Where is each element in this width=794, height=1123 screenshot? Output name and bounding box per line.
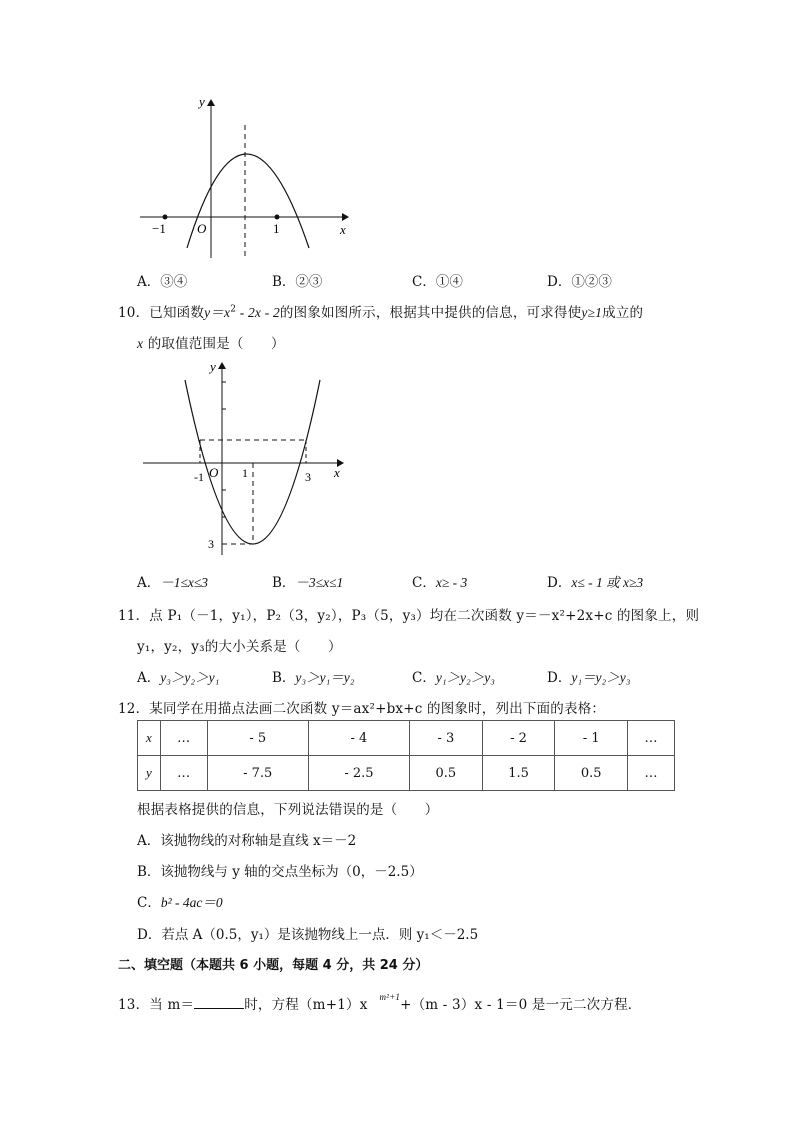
q10-tick-1: 1 — [242, 466, 248, 480]
q12-option-c[interactable]: C．b² - 4ac＝0 — [137, 895, 223, 911]
q12-option-b[interactable]: B．该抛物线与 y 轴的交点坐标为（0，－2.5） — [137, 864, 423, 880]
q12-table-row-x — [138, 721, 675, 756]
q13-stem: 13．当 m＝ 时，方程$(m+1)x^{m^2+1}+(m - 3)x - 1=0$ 是一元二次方程． — [118, 991, 642, 1013]
table-cell: - 3 — [410, 721, 483, 756]
q12-value-table — [137, 720, 675, 791]
q10-x-label: x — [334, 465, 340, 480]
table-cell: x — [138, 721, 161, 756]
q13-answer-blank[interactable] — [194, 996, 244, 1009]
q10-option-b[interactable]: B．－3≤x≤1 — [272, 575, 344, 591]
table-cell: - 4 — [308, 721, 409, 756]
q11-option-d[interactable]: D．y₁＝y₂＞y₃ — [547, 670, 631, 686]
q10-tick-neg1: -1 — [194, 470, 204, 484]
q12-stem-line1: 12．某同学在用描点法画二次函数 y＝ax²+bx+c 的图象时，列出下面的表格： — [118, 701, 606, 717]
q10-y-tick-3: 3 — [208, 537, 214, 551]
table-cell: - 5 — [207, 721, 308, 756]
q10-option-c[interactable]: C．x≥ - 3 — [412, 575, 468, 591]
q11-option-c[interactable]: C．y₁＞y₂＞y₃ — [412, 670, 495, 686]
q11-option-b[interactable]: B．y₃＞y₁＝y₂ — [272, 670, 355, 686]
table-cell: 0.5 — [410, 756, 483, 791]
q10-graph — [138, 355, 353, 560]
q12-stem-line2: 根据表格提供的信息，下列说法错误的是（ ） — [137, 802, 439, 818]
section-2-title: 二、填空题（本题共 6 小题，每题 4 分，共 24 分） — [118, 958, 429, 973]
q9-x-label: x — [340, 222, 346, 237]
q9-option-c[interactable]: C．①④ — [412, 274, 463, 290]
q11-stem-line1: 11．点 P₁（－1，y₁），P₂（3，y₂），P₃（5，y₃）均在二次函数 y＝－x²+2x+c 的图象上，则 — [118, 608, 700, 624]
q10-stem-line2: x 的取值范围是（ ） — [137, 336, 285, 352]
table-cell: y — [138, 756, 161, 791]
q12-option-a[interactable]: A．该抛物线的对称轴是直线 x＝－2 — [137, 833, 357, 849]
table-cell: - 7.5 — [207, 756, 308, 791]
q9-option-b[interactable]: B．②③ — [272, 274, 323, 290]
q12-option-d[interactable]: D．若点 A（0.5，y₁）是该抛物线上一点．则 y₁＜－2.5 — [137, 927, 479, 943]
q9-point-1 — [275, 215, 280, 220]
q11-option-a[interactable]: A．y₃＞y₂＞y₁ — [137, 670, 220, 686]
table-cell: 1.5 — [482, 756, 555, 791]
q12-table-row-y — [138, 756, 675, 791]
table-cell: … — [628, 721, 675, 756]
table-cell: - 2 — [482, 721, 555, 756]
table-cell: … — [160, 721, 207, 756]
q9-graph — [130, 90, 360, 265]
table-cell: … — [628, 756, 675, 791]
q9-tick-neg1: −1 — [152, 221, 166, 236]
table-cell: - 2.5 — [308, 756, 409, 791]
q10-option-d[interactable]: D．x≤ - 1 或 x≥3 — [547, 575, 644, 591]
q9-y-label: y — [199, 94, 205, 109]
q11-stem-line2: y₁，y₂，y₃的大小关系是（ ） — [137, 639, 342, 655]
table-cell: - 1 — [555, 721, 628, 756]
q10-option-a[interactable]: A．－1≤x≤3 — [137, 575, 209, 591]
q10-origin-label: O — [209, 465, 219, 480]
q10-tick-3: 3 — [305, 470, 311, 484]
q10-stem-line1: 10．已知函数$y=x^2 - 2x - 2$的图象如图所示，根据其中提供的信息，可求得使y≥1成立的 — [118, 304, 644, 321]
q9-origin-label: O — [197, 221, 207, 236]
table-cell: 0.5 — [555, 756, 628, 791]
q10-y-label: y — [210, 359, 216, 374]
q9-option-d[interactable]: D．①②③ — [547, 274, 612, 290]
q9-option-a[interactable]: A．③④ — [137, 274, 188, 290]
q9-tick-1: 1 — [273, 221, 280, 236]
q9-point-neg1 — [163, 215, 168, 220]
table-cell: … — [160, 756, 207, 791]
